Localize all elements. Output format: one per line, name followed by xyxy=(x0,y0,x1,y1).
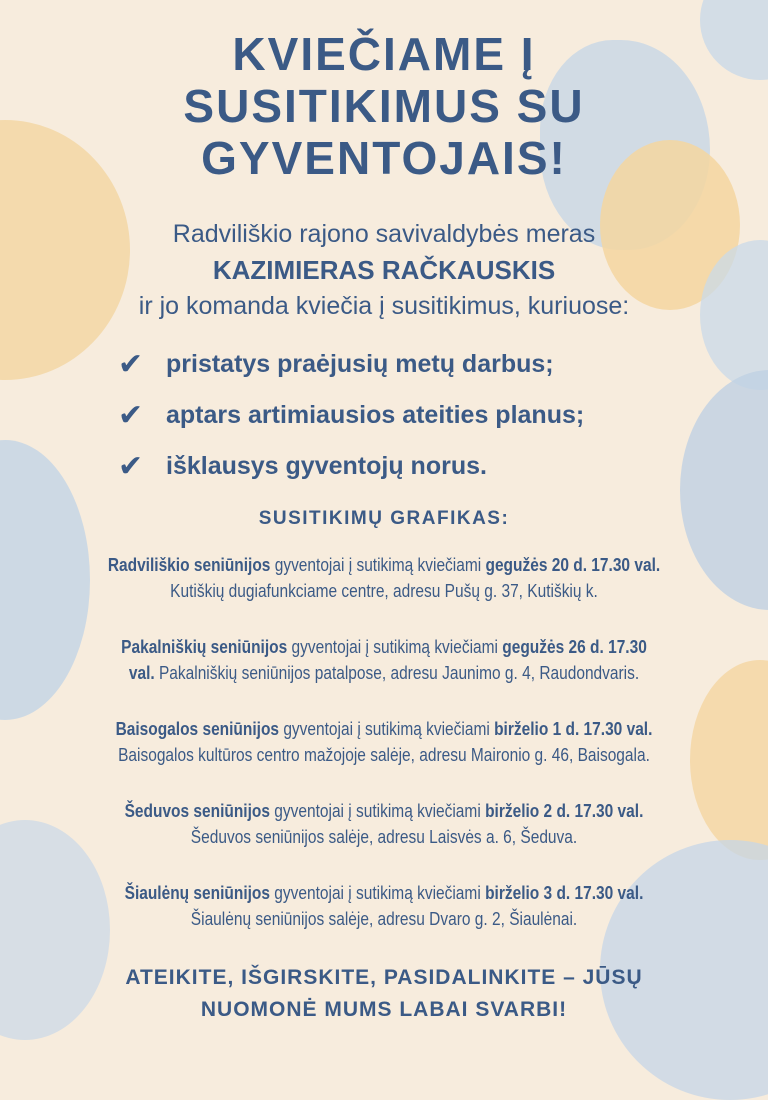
entry-invite: gyventojai į sutikimą kviečiami xyxy=(270,555,486,575)
entry-invite: gyventojai į sutikimą kviečiami xyxy=(287,637,503,657)
check-icon: ✔ xyxy=(118,348,144,381)
entry-area: Šeduvos seniūnijos xyxy=(124,801,270,821)
entry-place: Šiaulėnų seniūnijos salėje, adresu Dvaro g. 2, Šiaulėnai. xyxy=(190,909,578,929)
entry-when: gegužės 20 d. 17.30 val. xyxy=(485,555,661,575)
entry-when: birželio 3 d. 17.30 val. xyxy=(485,883,644,903)
intro-line: ir jo komanda kviečia į susitikimus, kuriuose: xyxy=(138,292,630,320)
entry-invite: gyventojai į sutikimą kviečiami xyxy=(279,719,495,739)
page-title xyxy=(0,28,768,184)
check-icon: ✔ xyxy=(118,450,144,483)
schedule-entry xyxy=(54,552,714,634)
entry-when: birželio 1 d. 17.30 val. xyxy=(494,719,653,739)
schedule-entry xyxy=(54,634,714,716)
footer-line: NUOMONĖ MUMS LABAI SVARBI! xyxy=(200,998,568,1021)
schedule-title: SUSITIKIMŲ GRAFIKAS: xyxy=(258,508,510,529)
schedule-entry xyxy=(54,798,714,880)
schedule-entry xyxy=(54,880,714,962)
entry-invite: gyventojai į sutikimą kviečiami xyxy=(269,883,486,903)
title-line: KVIEČIAME Į xyxy=(232,28,536,80)
entry-area: Pakalniškių seniūnijos xyxy=(121,637,288,657)
entry-area: Radviliškio seniūnijos xyxy=(107,555,271,575)
schedule-list xyxy=(0,552,768,962)
entry-place: Šeduvos seniūnijos salėje, adresu Laisvės a. 6, Šeduva. xyxy=(190,827,578,847)
agenda-item-text: pristatys praėjusių metų darbus; xyxy=(166,350,554,378)
entry-when: birželio 2 d. 17.30 val. xyxy=(485,801,644,821)
intro-text xyxy=(0,216,768,324)
entry-invite: gyventojai į sutikimą kviečiami xyxy=(269,801,486,821)
intro-line: Radviliškio rajono savivaldybės meras xyxy=(172,220,596,248)
entry-when-cont: val. xyxy=(128,663,155,683)
title-line: GYVENTOJAIS! xyxy=(201,132,567,184)
entry-area: Baisogalos seniūnijos xyxy=(115,719,280,739)
check-icon: ✔ xyxy=(118,399,144,432)
agenda-item-text: išklausys gyventojų norus. xyxy=(166,452,487,480)
footer-line: ATEIKITE, IŠGIRSKITE, PASIDALINKITE – JŪSŲ xyxy=(125,966,643,989)
entry-place: Pakalniškių seniūnijos patalpose, adresu Jaunimo g. 4, Raudondvaris. xyxy=(154,663,640,683)
entry-place: Baisogalos kultūros centro mažojoje salėje, adresu Maironio g. 46, Baisogala. xyxy=(118,745,650,765)
entry-when: gegužės 26 d. 17.30 xyxy=(502,637,647,657)
schedule-entry xyxy=(54,716,714,798)
entry-place: Kutiškių dugiafunkciame centre, adresu Pušų g. 37, Kutiškių k. xyxy=(170,581,598,601)
mayor-name: KAZIMIERAS RAČKAUSKIS xyxy=(212,255,556,285)
entry-area: Šiaulėnų seniūnijos xyxy=(124,883,270,903)
footer-callout xyxy=(0,962,768,1026)
agenda-item-text: aptars artimiausios ateities planus; xyxy=(166,401,585,429)
title-line: SUSITIKIMUS SU xyxy=(183,80,585,132)
